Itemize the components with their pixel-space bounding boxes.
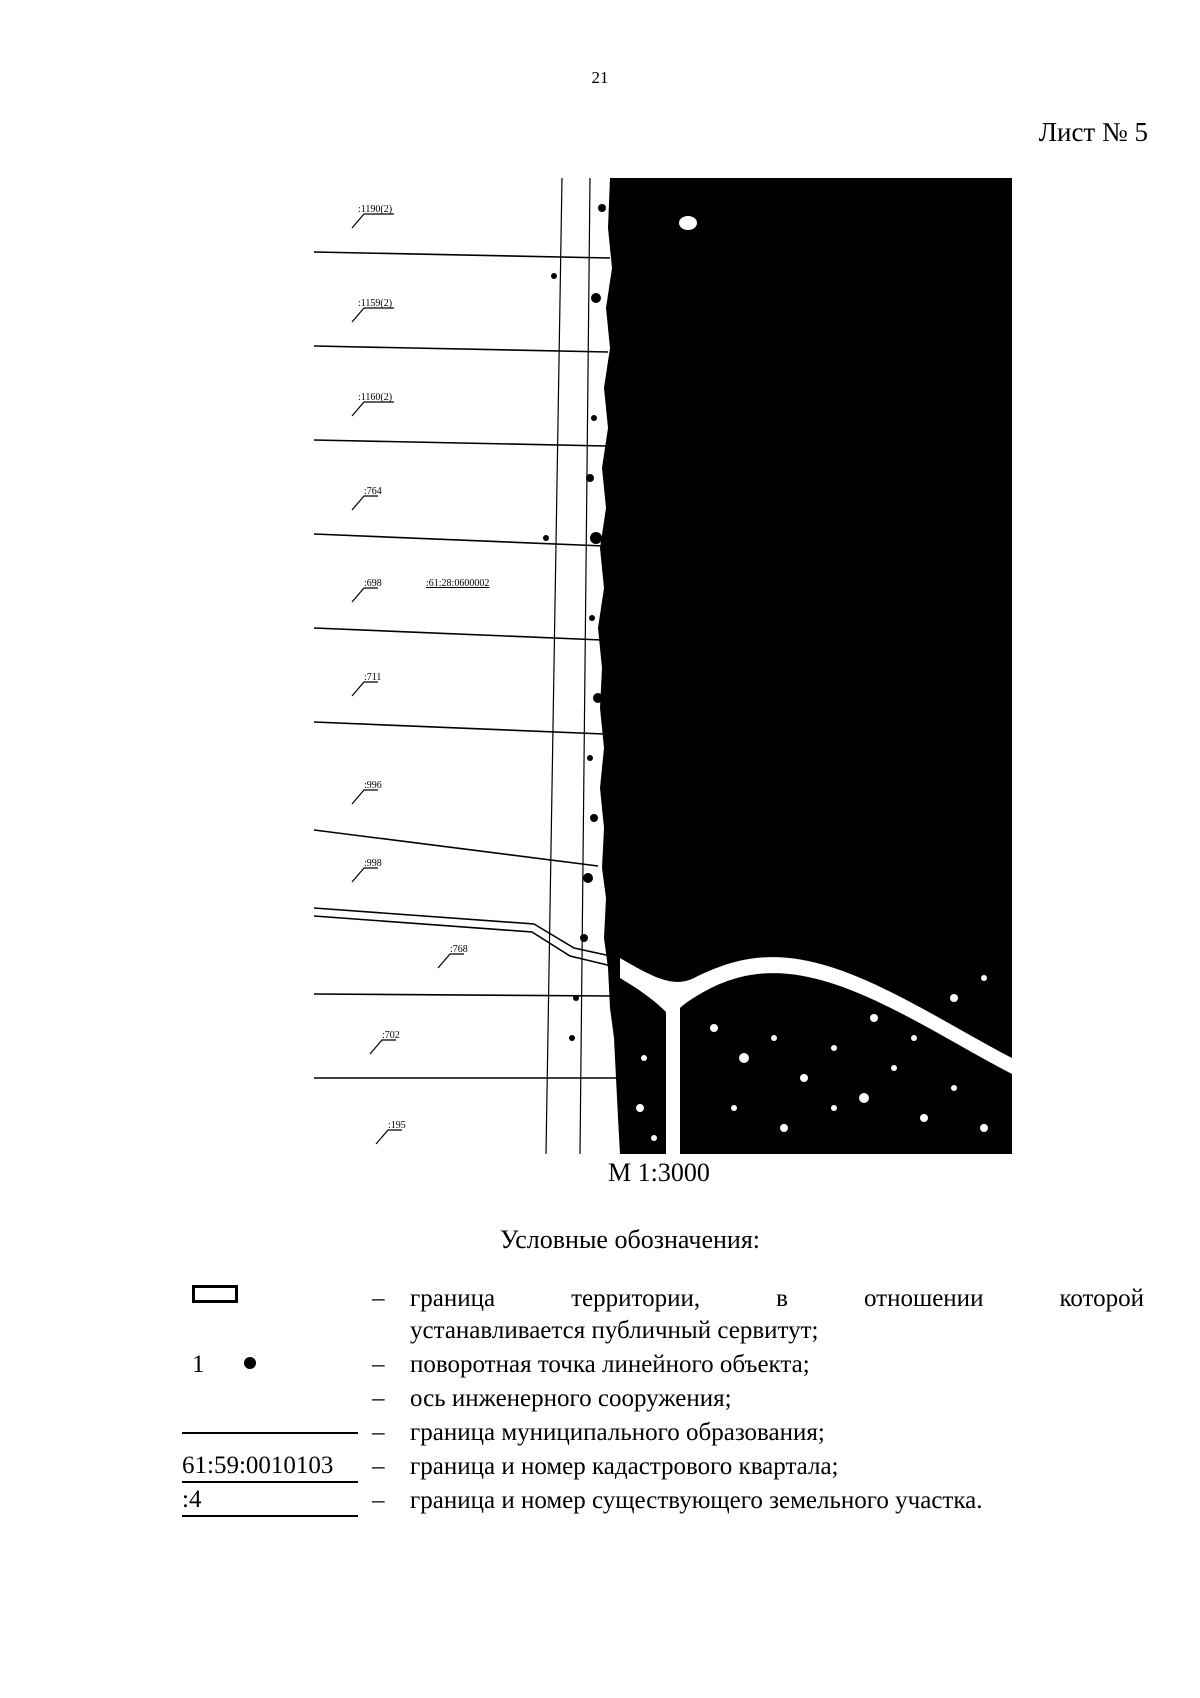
point-icon (244, 1357, 256, 1369)
point-number: 1 (192, 1351, 205, 1378)
legend-symbol (182, 1349, 360, 1381)
parcel-label: :764 (364, 486, 382, 497)
legend-item-land-parcel (182, 1485, 1144, 1517)
parcel-label: :768 (450, 944, 468, 955)
legend-text: граница и номер кадастрового квартала; (410, 1453, 839, 1480)
legend-item-municipal-boundary (182, 1417, 1144, 1449)
legend-symbol (182, 1383, 360, 1415)
parcel-label: :1190(2) (358, 204, 393, 215)
legend-symbol (182, 1417, 360, 1449)
legend-symbol (182, 1283, 360, 1315)
parcel-label: :1159(2) (358, 298, 393, 309)
legend-text: поворотная точка линейного объекта; (410, 1351, 810, 1378)
legend-text-continuation: устанавливается публичный сервитут; (410, 1317, 819, 1344)
legend-item-turning-point (182, 1349, 1144, 1381)
legend-text: граница и номер существующего земельного участка. (410, 1487, 983, 1514)
legend-text: граница территории, в отношении которой (410, 1285, 1144, 1312)
parcel-label: :195 (388, 1120, 406, 1131)
legend-item-cadastral-quarter (182, 1451, 1144, 1483)
legend-text: граница муниципального образования; (410, 1419, 825, 1446)
rectangle-icon (192, 1285, 238, 1303)
sheet-label: Лист № 5 (1038, 117, 1148, 147)
parcel-label: :698 (364, 578, 382, 589)
parcel-label: :711 (364, 672, 382, 683)
parcel-label: :702 (382, 1030, 400, 1041)
legend (182, 1283, 1144, 1519)
legend-dash: – (372, 1487, 385, 1514)
legend-item-structure-axis (182, 1383, 1144, 1415)
satellite-imagery (543, 178, 1012, 1154)
legend-symbol (182, 1451, 360, 1483)
legend-dash: – (372, 1385, 385, 1412)
map-area (314, 178, 1012, 1154)
legend-dash: – (372, 1453, 385, 1480)
page-number: 21 (591, 68, 609, 87)
legend-title: Условные обозначения: (499, 1225, 761, 1254)
legend-item-servitude-boundary (182, 1283, 1144, 1347)
legend-dash: – (372, 1419, 385, 1446)
parcel-label: :996 (364, 780, 382, 791)
line-icon (182, 1432, 358, 1434)
scale-label: М 1:3000 (608, 1158, 710, 1187)
parcel-label: :1160(2) (358, 392, 393, 403)
legend-dash: – (372, 1351, 385, 1378)
legend-symbol (182, 1485, 360, 1517)
parcel-label: :998 (364, 858, 382, 869)
map-canvas (314, 178, 1012, 1154)
cadastral-number: 61:59:0010103 (182, 1451, 358, 1483)
legend-text: ось инженерного сооружения; (410, 1385, 732, 1412)
legend-dash: – (372, 1285, 385, 1312)
cadastral-quarter-label: :61:28:0600002 (426, 578, 490, 589)
parcel-number: :4 (182, 1485, 358, 1517)
